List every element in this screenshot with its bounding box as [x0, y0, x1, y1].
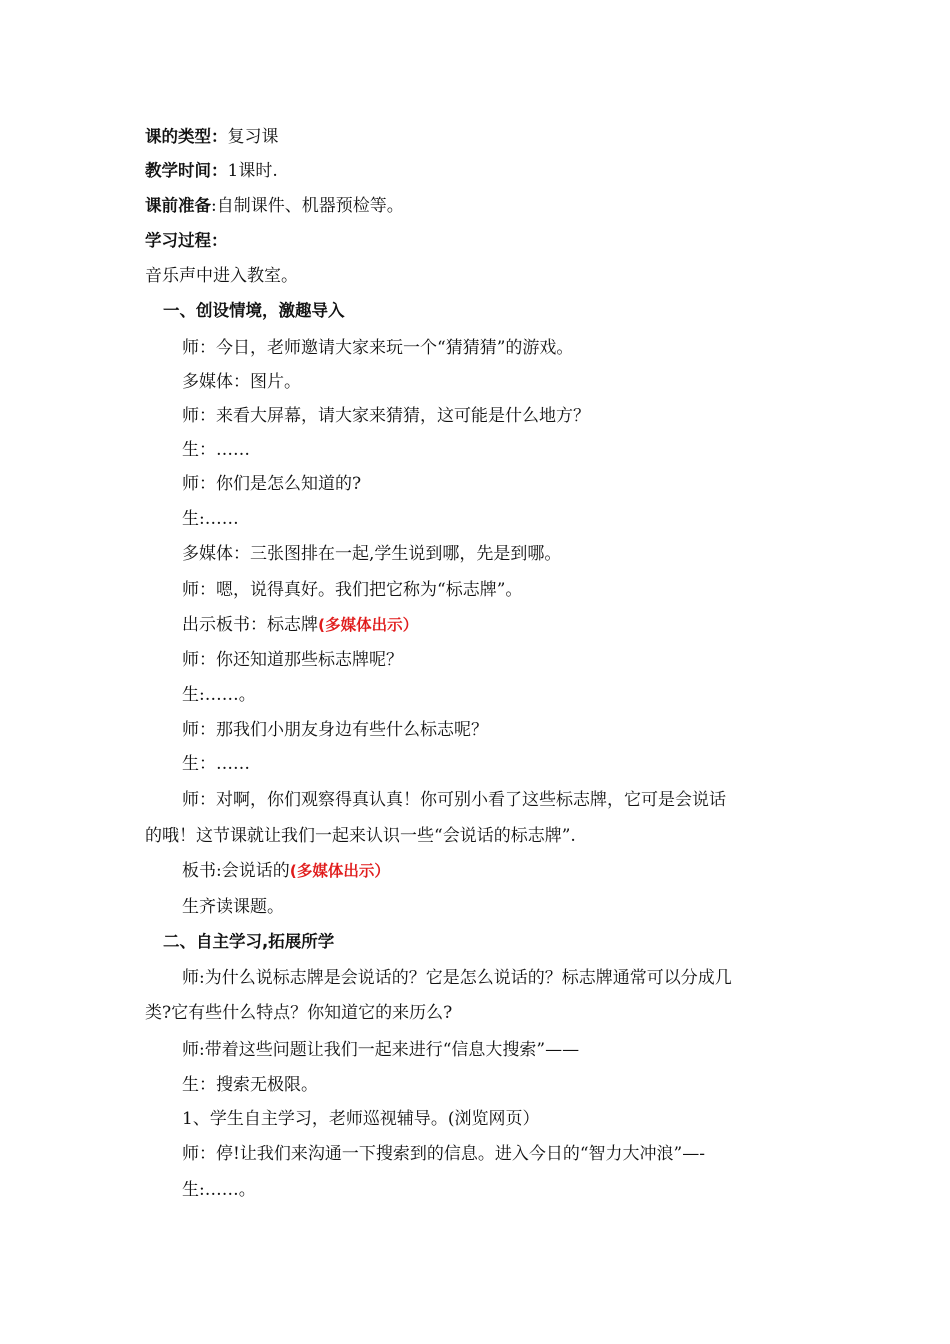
- dialogue-line: 师：嗯，说得真好。我们把它称为“标志牌”。: [182, 580, 523, 600]
- preparation-label: 课前准备: [145, 196, 211, 215]
- dialogue-line: 生齐读课题。: [182, 897, 284, 917]
- preparation-line: [145, 194, 404, 218]
- section1-title: 一、创设情境，激趣导入: [163, 301, 345, 320]
- dialogue-line: 1、学生自主学习，老师巡视辅导。(浏览网页）: [182, 1109, 540, 1129]
- dialogue-line: 生：搜索无极限。: [182, 1075, 318, 1095]
- dialogue-line: 师：你们是怎么知道的?: [182, 474, 362, 494]
- paragraph-line: 师：对啊，你们观察得真认真！你可别小看了这些标志牌，它可是会说话: [182, 790, 726, 810]
- dialogue-line: 师：来看大屏幕，请大家来猜猜，这可能是什么地方？: [182, 406, 590, 426]
- process-heading: 学习过程：: [145, 231, 228, 250]
- preparation-value: :自制课件、机器预检等。: [211, 196, 404, 216]
- dialogue-line: 师：今日，老师邀请大家来玩一个“猜猜猜”的游戏。: [182, 338, 574, 358]
- board-text: 板书:会说话的: [182, 861, 290, 881]
- section2-title: 二、自主学习,拓展所学: [163, 932, 335, 951]
- paragraph-line: 类?它有些什么特点？你知道它的来历么?: [145, 1003, 453, 1023]
- board-note-line: [182, 859, 390, 883]
- dialogue-line: 生：……: [182, 440, 250, 460]
- dialogue-line: 生：……: [182, 754, 250, 774]
- dialogue-line: 师：那我们小朋友身边有些什么标志呢？: [182, 720, 488, 740]
- lesson-type-value: 复习课: [227, 127, 279, 147]
- dialogue-line: 生:……。: [182, 685, 256, 705]
- dialogue-line: 师：停!让我们来沟通一下搜索到的信息。进入今日的“智力大冲浪”—-: [182, 1144, 705, 1164]
- multimedia-note: (多媒体出示）: [289, 862, 390, 880]
- dialogue-line: 师:带着这些问题让我们一起来进行“信息大搜索”——: [182, 1040, 580, 1060]
- board-text: 出示板书：标志牌: [182, 615, 318, 635]
- board-note-line: [182, 613, 418, 637]
- lesson-type-label: 课的类型：: [145, 127, 228, 146]
- dialogue-line: 生:……: [182, 509, 239, 529]
- multimedia-note: (多媒体出示）: [318, 616, 419, 634]
- dialogue-line: 师：你还知道那些标志牌呢？: [182, 650, 403, 670]
- teaching-time-line: [145, 159, 278, 183]
- dialogue-line: 生:……。: [182, 1180, 256, 1200]
- intro-line: 音乐声中进入教室。: [145, 266, 298, 286]
- paragraph-line: 师:为什么说标志牌是会说话的？它是怎么说话的？标志牌通常可以分成几: [182, 968, 732, 988]
- paragraph-line: 的哦！这节课就让我们一起来认识一些“会说话的标志牌”.: [145, 826, 576, 846]
- dialogue-line: 多媒体：图片。: [182, 372, 301, 392]
- dialogue-line: 多媒体：三张图排在一起,学生说到哪，先是到哪。: [182, 544, 562, 564]
- teaching-time-value: 1课时.: [227, 161, 278, 181]
- lesson-type-line: [145, 125, 279, 149]
- teaching-time-label: 教学时间：: [145, 161, 228, 180]
